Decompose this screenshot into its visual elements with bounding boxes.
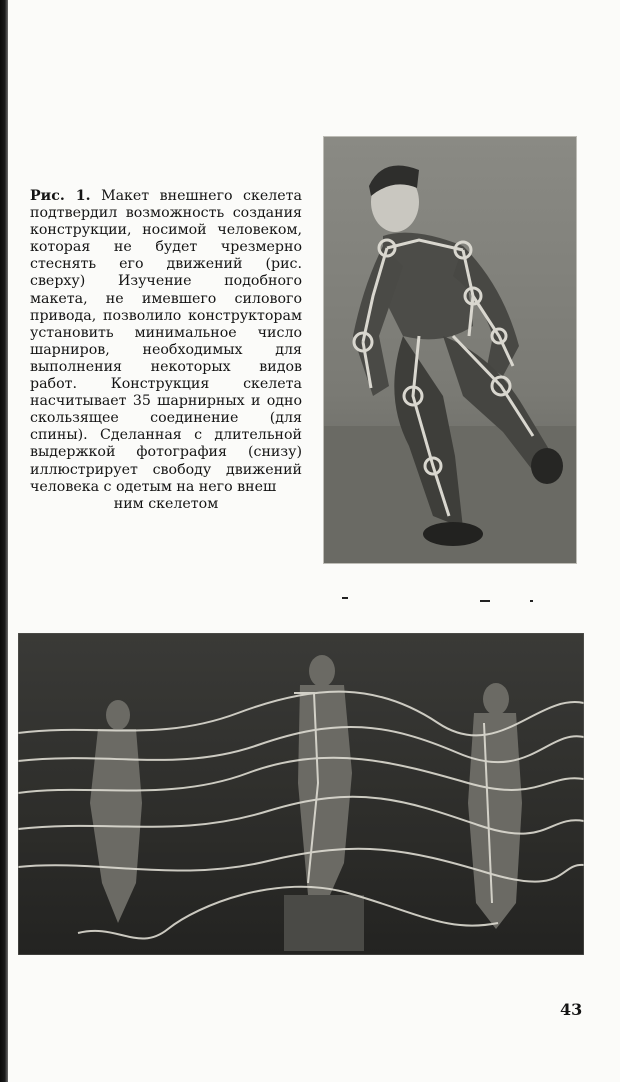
caption-ending: ним скелетом xyxy=(113,495,219,512)
top-photo xyxy=(323,136,577,564)
binding-edge xyxy=(0,0,8,1082)
bottom-photo xyxy=(18,633,584,955)
caption-text: Макет внешнего скелета подтвердил возможность создания конструкции, носимой человеком, которая не будет чрезмерно стеснять его движений (рис. сверху) Изучение подобного макета, не имевшего силового привода, позволило конструкторам установить минимальное число шарниров, необходимых для выполнения некоторых видов работ. Конструкция скелета насчитывает 35 шарнирных и одно скользящее соединение (для спины). Сделанная с длительной выдержкой фотография (снизу) иллюстрирует свободу движений человека с одетым на него внеш xyxy=(30,188,302,495)
print-specks xyxy=(340,590,540,600)
figure-caption xyxy=(30,188,302,513)
bottom-photo-image xyxy=(18,633,584,955)
page-number: 43 xyxy=(560,1000,583,1019)
figure-label: Рис. 1. xyxy=(30,188,91,204)
top-photo-image xyxy=(323,136,577,564)
